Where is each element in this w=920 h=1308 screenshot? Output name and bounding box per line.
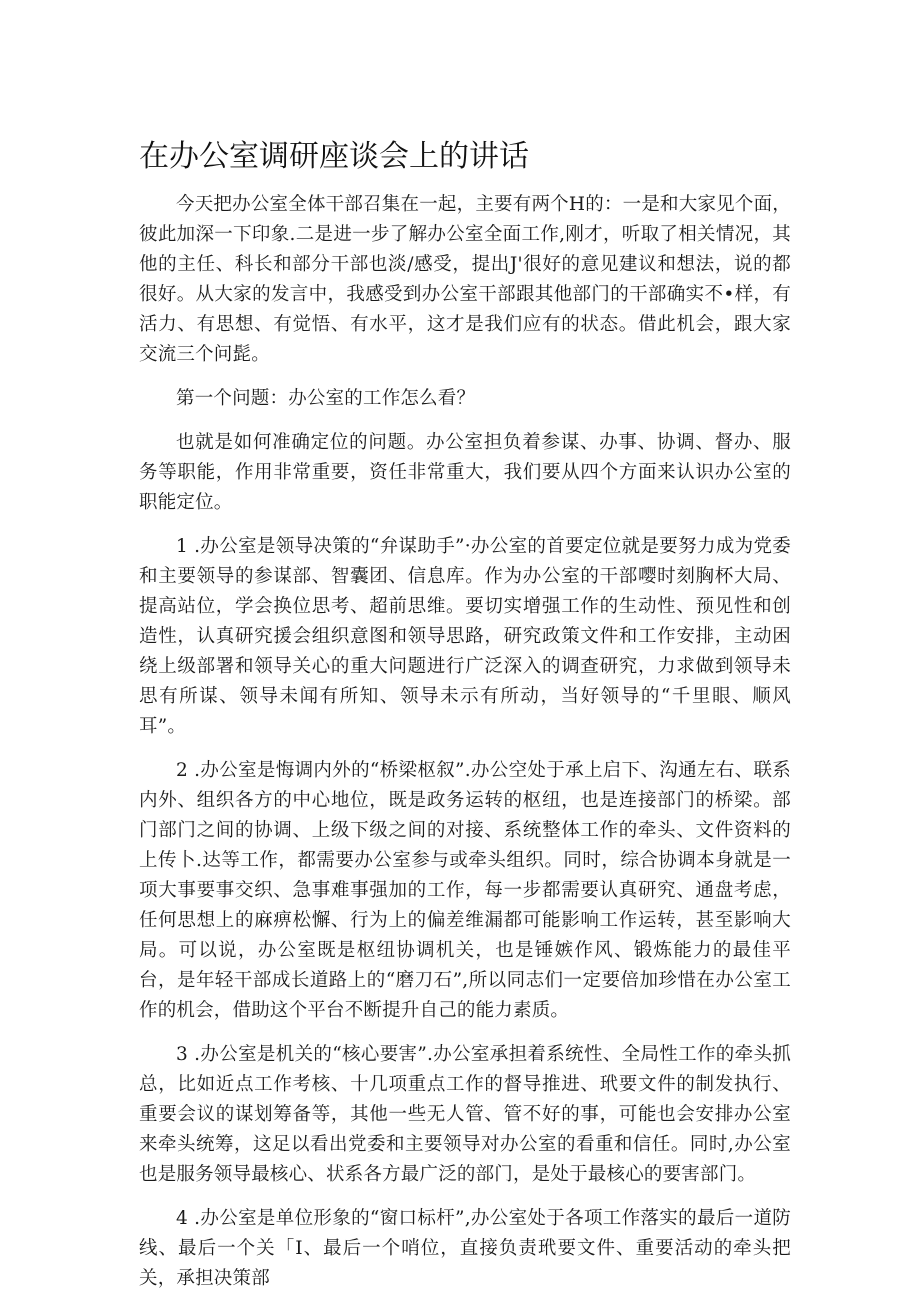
paragraph-positioning: 也就是如何准确定位的问题。办公室担负着参谋、办事、协调、督办、服务等职能，作用非常重要，资任非常重大，我们要从四个方面来认识办公室的职能定位。 bbox=[139, 432, 791, 513]
paragraph-point-2: 2 .办公室是悔调内外的“桥梁枢叙”.办公空处于承上启下、沟通左右、联系内外、组织各方的中心地位，既是政务运转的枢纽，也是连接部门的桥梁。部门部门之间的协调、上级下级之间的对接、系统整体工作的牵头、文件资料的上传卜.达等工作，都需要办公室参与或牵头组织。同时，综合协调本身就是一项大事要事交织、急事难事强加的工作，每一步都需要认真研究、通盘考虑，任何思想上的麻痹松懈、行为上的偏差维漏都可能影响工作运转，甚至影响大局。可以说，办公室既是枢纽协调机关，也是锤嫉作风、锻炼能力的最佳平台，是年轻干部成长道路上的“磨刀石”,所以同志们一定要倍加珍惜在办公室工作的机会，借助这个平台不断提升自己的能力素质。 bbox=[139, 760, 791, 1021]
paragraph-intro: 今天把办公室全体干部召集在一起，主要有两个H的：一是和大家见个面，彼此加深一下印象.二是进一步了解办公室全面工作,刚才，听取了相关情况，其他的主任、科长和部分干部也淡/感受，提出J'很好的意见建议和想法，说的都很好。从大家的发言中，我感受到办公室干部跟其他部门的干部确实不•样，有活力、有思想、有觉悟、有水平，这才是我们应有的状态。借此机会，跟大家交流三个问髭。 bbox=[139, 194, 791, 365]
paragraph-point-1: 1 .办公室是领导决策的“弁谋助手”·办公室的首要定位就是要努力成为党委和主要领导的参谋部、智囊团、信息库。作为办公室的干部嘤时刻胸杯大局、提高站位，学会换位思考、超前思维。要切实增强工作的生动性、预见性和创造性，认真研究援会组织意图和领导思路，研究政策文件和工作安排，主动困绕上级部署和领导关心的重大问题进行广泛深入的调查研究，力求做到领导未思有所谋、领导未闻有所知、领导未示有所动，当好领导的“千里眼、顺风耳”。 bbox=[139, 536, 791, 737]
paragraph-point-3: 3 .办公室是机关的“核心要害”.办公室承担着系统性、全局性工作的牵头抓总，比如近点工作考核、十几项重点工作的督导推进、玳要文件的制发执行、重要会议的谋划筹备等，其他一些无人管、管不好的事，可能也会安排办公室来牵头统筹，这足以看出党委和主要领导对办公室的看重和信任。同时,办公室也是服务领导最核心、状系各方最广泛的部门，是处于最核心的要害部门。 bbox=[139, 1044, 791, 1185]
document-body bbox=[139, 190, 791, 1308]
document-title: 在办公室调研座谈会上的讲话 bbox=[139, 139, 529, 174]
paragraph-question-1: 第一个问题：办公室的工作怎么看？ bbox=[176, 388, 476, 409]
paragraph-point-4: 4 .办公室是单位形象的“窗口标杆”,办公室处于各项工作落实的最后一道防线、最后一个关「I、最后一个哨位，直接负责玳要文件、重要活动的牵头把关，承担决策部 bbox=[139, 1208, 791, 1289]
